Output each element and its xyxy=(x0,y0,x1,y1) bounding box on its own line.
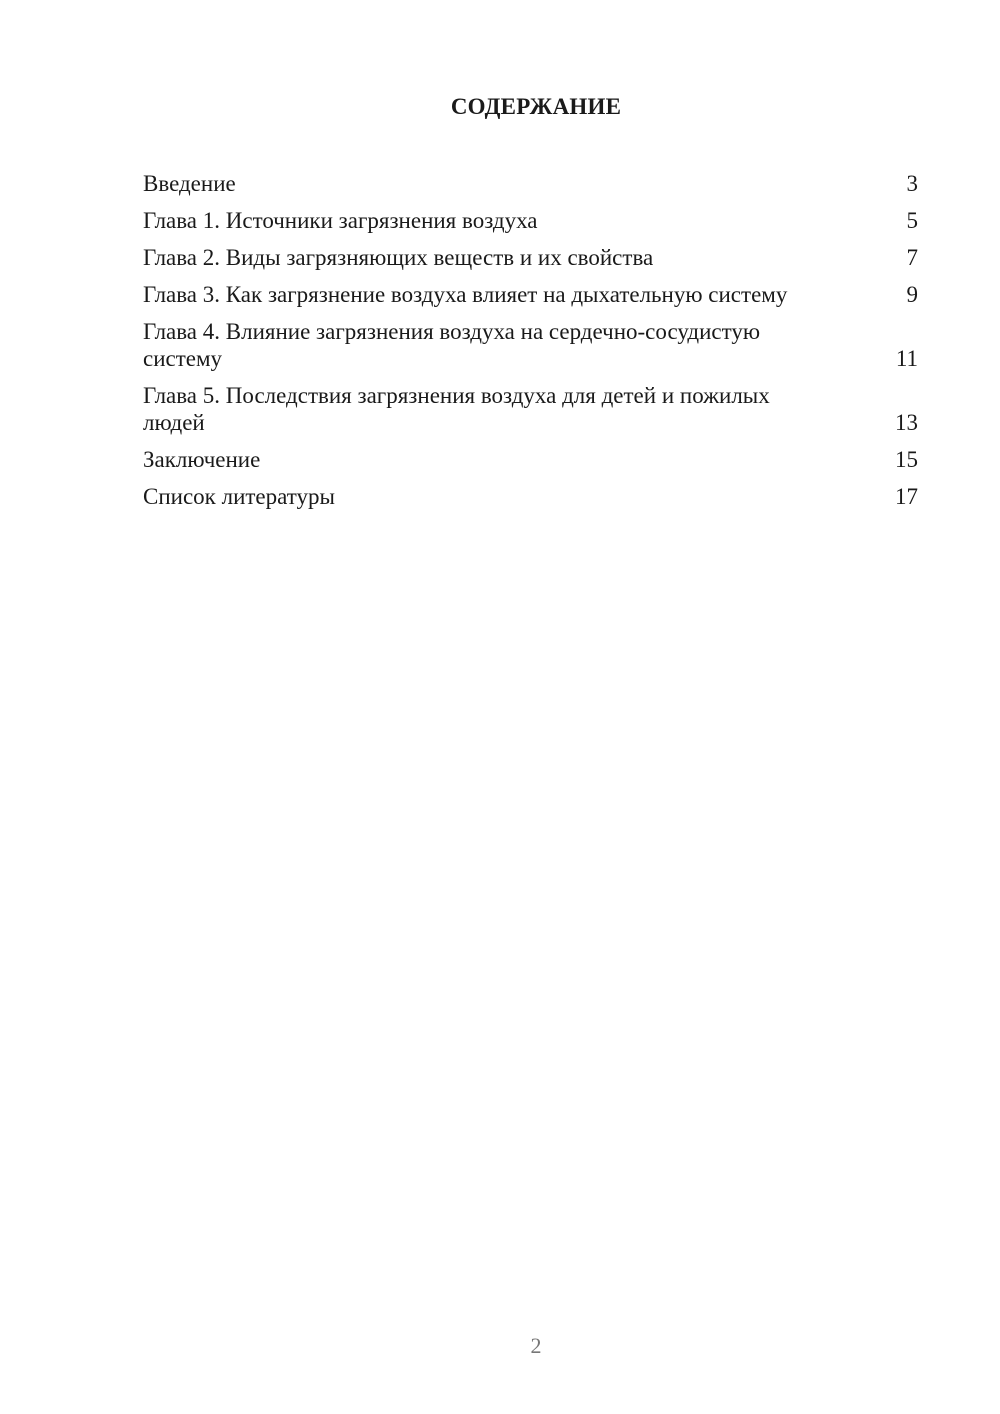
toc-entry-chapter-3 xyxy=(143,281,918,308)
toc-entry-page: 7 xyxy=(906,245,918,270)
toc-entry-page: 3 xyxy=(906,171,918,196)
toc-entry-label: Глава 1. Источники загрязнения воздуха xyxy=(143,208,538,233)
toc-entry-introduction xyxy=(143,170,918,197)
toc-entry-page: 9 xyxy=(906,282,918,307)
toc-entry-label: Введение xyxy=(143,171,236,196)
toc-entry-chapter-1 xyxy=(143,207,918,234)
page-title: СОДЕРЖАНИЕ xyxy=(450,94,622,119)
toc-entry-page: 17 xyxy=(895,484,918,509)
toc-entry-label: Глава 4. Влияние загрязнения воздуха на сердечно-сосудистую систему xyxy=(143,319,761,371)
toc-entry-chapter-2 xyxy=(143,244,918,271)
toc-entry-page: 13 xyxy=(895,410,918,435)
toc-entry-label: Список литературы xyxy=(143,484,335,509)
toc-entry-chapter-5 xyxy=(143,382,918,436)
table-of-contents xyxy=(143,170,918,520)
toc-entry-page: 11 xyxy=(895,346,918,371)
toc-entry-label: Глава 5. Последствия загрязнения воздуха для детей и пожилых людей xyxy=(143,383,770,435)
toc-entry-label: Заключение xyxy=(143,447,261,472)
toc-entry-page: 5 xyxy=(906,208,918,233)
page-number: 2 xyxy=(530,1333,542,1358)
toc-entry-label: Глава 2. Виды загрязняющих веществ и их свойства xyxy=(143,245,654,270)
toc-entry-conclusion xyxy=(143,446,918,473)
toc-entry-page: 15 xyxy=(895,447,918,472)
toc-entry-references xyxy=(143,483,918,510)
toc-entry-chapter-4 xyxy=(143,318,918,372)
toc-entry-label: Глава 3. Как загрязнение воздуха влияет на дыхательную систему xyxy=(143,282,788,307)
